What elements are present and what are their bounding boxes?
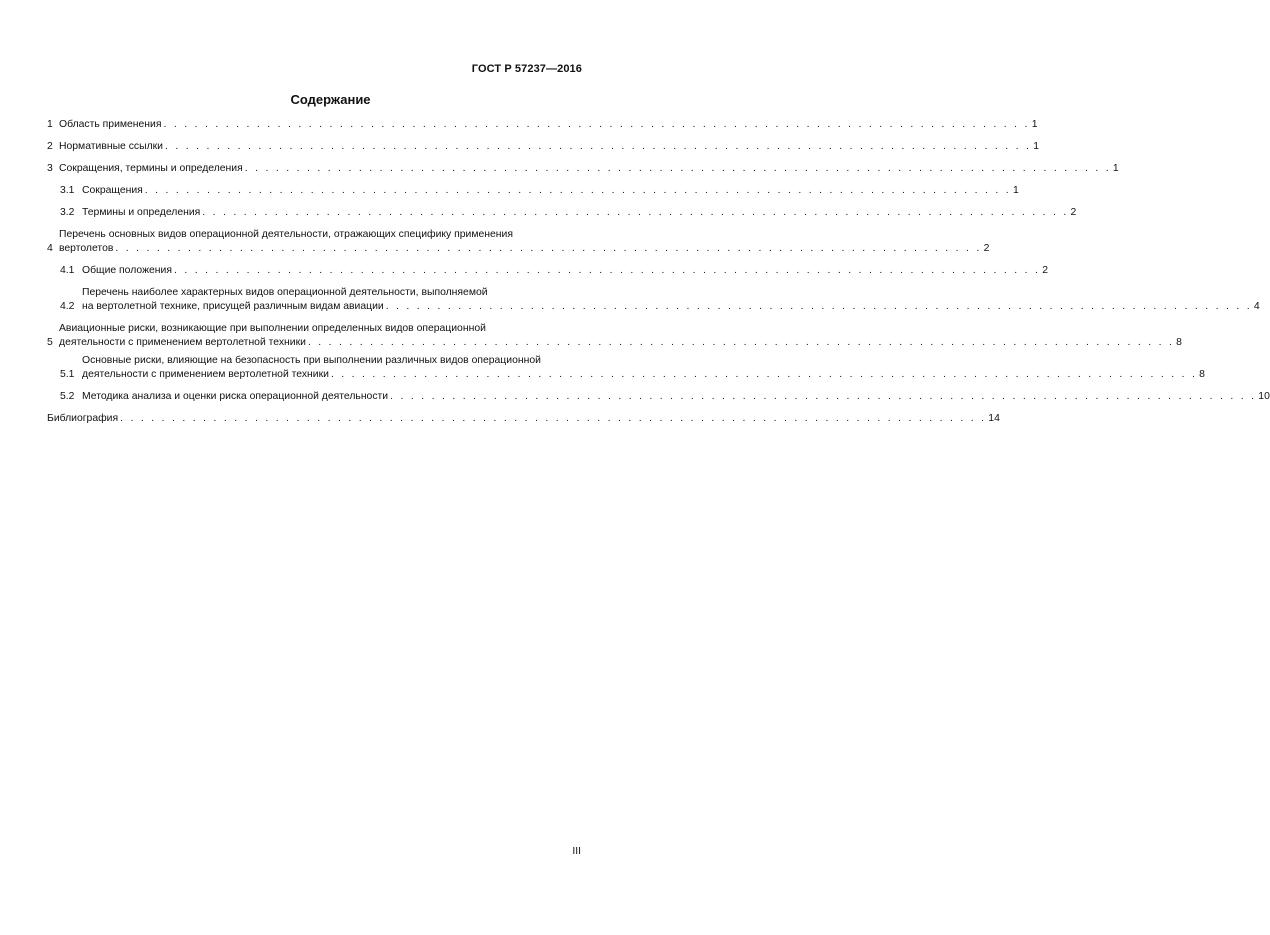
toc-entry-1[interactable]: [47, 118, 1038, 132]
toc-entry-number: 5.2: [60, 391, 75, 402]
leader-dots: . . . . . . . . . . . . . . . . . . . . . . . . . . . . . . . . . . . . . . . . . . . . . . . . . . . . . . . . . . . . . . . . . . . . . . . . . . . . . . . . . . . .: [390, 391, 1257, 402]
leader-dots: . . . . . . . . . . . . . . . . . . . . . . . . . . . . . . . . . . . . . . . . . . . . . . . . . . . . . . . . . . . . . . . . . . . . . . . . . . . . . . . . . . . .: [120, 413, 987, 424]
toc-entry-text: Термины и определения: [82, 207, 201, 218]
toc-entry-number: 2: [47, 141, 53, 152]
toc-entry-4-2[interactable]: [47, 286, 1260, 314]
leader-dots: . . . . . . . . . . . . . . . . . . . . . . . . . . . . . . . . . . . . . . . . . . . . . . . . . . . . . . . . . . . . . . . . . . . . . . . . . . . . . . . . . . . .: [244, 163, 1111, 174]
toc-entry-text: Перечень наиболее характерных видов операционной деятельности, выполняемой: [82, 287, 488, 298]
toc-entry-3-2[interactable]: [47, 206, 1077, 220]
toc-entry-text: вертолетов: [59, 243, 114, 254]
toc-entry-page: 2: [983, 243, 990, 254]
toc-entry-page: 14: [988, 413, 1000, 424]
toc-entry-bibliography[interactable]: [47, 412, 1000, 426]
toc-entry-5-2[interactable]: [47, 390, 1270, 404]
toc-entry-text: Основные риски, влияющие на безопасность при выполнении различных видов операционной: [82, 355, 541, 366]
toc-entry-text: Сокращения: [82, 185, 143, 196]
toc-title: Содержание: [290, 92, 371, 107]
leader-dots: . . . . . . . . . . . . . . . . . . . . . . . . . . . . . . . . . . . . . . . . . . . . . . . . . . . . . . . . . . . . . . . . . . . . . . . . . . . . . . . . . . . .: [173, 265, 1041, 276]
toc-entry-text: Общие положения: [82, 265, 172, 276]
toc-entry-number: 3.1: [60, 185, 75, 196]
toc-entry-number: 4: [47, 243, 53, 254]
toc-entry-3[interactable]: [47, 162, 1119, 176]
toc-entry-4[interactable]: [47, 228, 990, 256]
toc-entry-number: 4.2: [60, 301, 75, 312]
toc-entry-page: 2: [1042, 265, 1048, 276]
leader-dots: . . . . . . . . . . . . . . . . . . . . . . . . . . . . . . . . . . . . . . . . . . . . . . . . . . . . . . . . . . . . . . . . . . . . . . . . . . . . . . . . . . . .: [115, 243, 982, 254]
toc-entry-number: 5: [47, 337, 53, 348]
toc-entry-2[interactable]: [47, 140, 1039, 154]
toc-entry-text: Перечень основных видов операционной деятельности, отражающих специфику применения: [59, 229, 513, 240]
toc-entry-page: 4: [1253, 301, 1260, 312]
toc-entry-text: Библиография: [47, 413, 119, 424]
toc-entry-page: 2: [1070, 207, 1077, 218]
toc-entry-text: на вертолетной технике, присущей различным видам авиации: [82, 301, 384, 312]
toc-entry-number: 5.1: [60, 369, 75, 380]
toc-entry-number: 4.1: [60, 265, 75, 276]
toc-entry-page: 1: [1031, 119, 1038, 130]
toc-entry-page: 8: [1199, 369, 1205, 380]
leader-dots: . . . . . . . . . . . . . . . . . . . . . . . . . . . . . . . . . . . . . . . . . . . . . . . . . . . . . . . . . . . . . . . . . . . . . . . . . . . . . . . . . . . .: [385, 301, 1252, 312]
toc-entry-page: 1: [1112, 163, 1119, 174]
leader-dots: . . . . . . . . . . . . . . . . . . . . . . . . . . . . . . . . . . . . . . . . . . . . . . . . . . . . . . . . . . . . . . . . . . . . . . . . . . . . . . . . . . . .: [163, 119, 1030, 130]
toc-entry-text: деятельности с применением вертолетной техники: [59, 337, 306, 348]
toc-entry-number: 3.2: [60, 207, 75, 218]
toc-entry-text: Авиационные риски, возникающие при выполнении определенных видов операционной: [59, 323, 486, 334]
leader-dots: . . . . . . . . . . . . . . . . . . . . . . . . . . . . . . . . . . . . . . . . . . . . . . . . . . . . . . . . . . . . . . . . . . . . . . . . . . . . . . . . . . . .: [144, 185, 1011, 196]
toc-entry-page: 1: [1033, 141, 1039, 152]
toc-entry-number: 3: [47, 163, 53, 174]
toc-entry-page: 1: [1012, 185, 1019, 196]
toc-entry-page: 10: [1258, 391, 1270, 402]
toc-entry-3-1[interactable]: [47, 184, 1019, 198]
toc-entry-page: 8: [1176, 337, 1182, 348]
toc-entry-text: деятельности с применением вертолетной техники: [82, 369, 329, 380]
leader-dots: . . . . . . . . . . . . . . . . . . . . . . . . . . . . . . . . . . . . . . . . . . . . . . . . . . . . . . . . . . . . . . . . . . . . . . . . . . . . . . . . . . . .: [164, 141, 1032, 152]
toc-entry-5-1[interactable]: [47, 354, 1205, 382]
toc-entry-number: 1: [47, 119, 53, 130]
table-of-contents: [47, 118, 1270, 434]
toc-entry-text: Сокращения, термины и определения: [59, 163, 243, 174]
toc-entry-text: Методика анализа и оценки риска операционной деятельности: [82, 391, 389, 402]
toc-entry-5[interactable]: [47, 322, 1182, 350]
toc-entry-4-1[interactable]: [47, 264, 1048, 278]
toc-entry-text: Нормативные ссылки: [59, 141, 163, 152]
page-number: III: [572, 846, 581, 857]
leader-dots: . . . . . . . . . . . . . . . . . . . . . . . . . . . . . . . . . . . . . . . . . . . . . . . . . . . . . . . . . . . . . . . . . . . . . . . . . . . . . . . . . . . .: [202, 207, 1069, 218]
leader-dots: . . . . . . . . . . . . . . . . . . . . . . . . . . . . . . . . . . . . . . . . . . . . . . . . . . . . . . . . . . . . . . . . . . . . . . . . . . . . . . . . . . . .: [307, 337, 1175, 348]
document-code: ГОСТ Р 57237—2016: [471, 63, 582, 75]
toc-entry-text: Область применения: [59, 119, 162, 130]
leader-dots: . . . . . . . . . . . . . . . . . . . . . . . . . . . . . . . . . . . . . . . . . . . . . . . . . . . . . . . . . . . . . . . . . . . . . . . . . . . . . . . . . . . .: [330, 369, 1198, 380]
